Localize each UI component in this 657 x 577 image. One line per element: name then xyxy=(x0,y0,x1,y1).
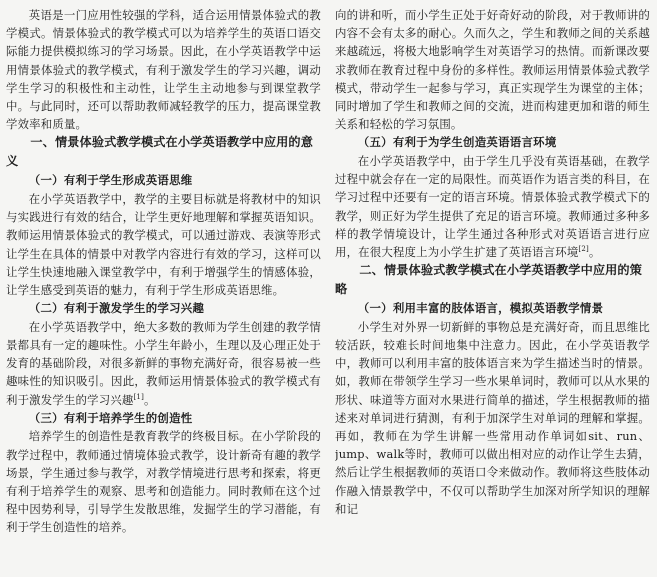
paragraph-end: 。 xyxy=(144,392,156,407)
paragraph-end: 。 xyxy=(588,245,601,260)
subsection-title-learning-interest: （二）有利于激发学生的学习兴趣 xyxy=(28,301,205,316)
left-column xyxy=(6,6,321,577)
subsection-title-body-language: （一）利用丰富的肢体语言，模拟英语教学情景 xyxy=(357,301,604,316)
paragraph-text: 在小学英语教学中，绝大多数的教师为学生创建的教学情景都具有一定的趣味性。小学生年龄小，生理以及心理正处于发育的基础阶段，对很多新鲜的事物充满好奇，很容易被一些趣味性的知识吸引。因此，教师运用情景体验式的教学模式有利于激发学生的学习兴趣 xyxy=(6,319,321,407)
paragraph-text: 在小学英语教学中，由于学生几乎没有英语基础，在教学过程中就会存在一定的局限性。而英语作为语言类的科目，在学习过程中还要有一定的语言环境。情景体验式教学模式下的教学，则正好为学生提供了充足的语言环境。教师通过多种多样的教学情境设计，让学生通过各种形式对英语语言进行应用，在很大程度上为小学生扩建了英语语言环境 xyxy=(335,154,650,260)
intro-paragraph: 英语是一门应用性较强的学科，适合运用情景体验式的教学模式。情景体验式的教学模式可以为培养学生的英语口语交际能力提供模拟练习的学习场景。因此，在小学英语教学中运用情景体验式的教学模式，有利于激发学生的学习兴趣，调动学生学习的积极性和主动性，让学生主动地参与到课堂教学中。与此同时，还可以帮助教师减轻教学的压力，提高课堂教学效率和质量。 xyxy=(6,8,321,132)
paragraph-english-thinking: 在小学英语教学中，教学的主要目标就是将教材中的知识与实践进行有效的结合，让学生更好地理解和掌握英语知识。教师运用情景体验式的教学模式，可以通过游戏、表演等形式让学生在具体的情景中对教学内容进行有效的学习，这样可以让学生快速地融入课堂教学中，有利于增强学生的情感体验，让学生感受到英语的魅力，有利于学生形成英语思维。 xyxy=(6,192,321,298)
subsection-title-language-environment: （五）有利于为学生创造英语语言环境 xyxy=(357,135,557,150)
citation-marker: [2] xyxy=(578,245,589,254)
section-heading-significance: 一、情景体验式教学模式在小学英语教学中应用的意义 xyxy=(6,135,314,169)
paragraph-creativity: 培养学生的创造性是教育教学的终极目标。在小学阶段的教学过程中，教师通过情境体验式教学，设计新奇有趣的教学场景，学生通过参与教学，对教学情境进行思考和探索，将更有利于培养学生的观察、思考和创造能力。同时教师在这个过程中因势利导，引导学生发散思维，发掘学生的学习潜能，有利于学生创造性的培养。 xyxy=(6,429,321,535)
paragraph-learning-interest xyxy=(6,318,321,409)
paragraph-continued: 向的讲和听，而小学生正处于好奇好动的阶段，对于教师讲的内容不会有太多的耐心。久而久之，学生和教师之间的关系越来越疏远，将极大地影响学生对英语学习的热情。而新课改要求教师在教育过程中身份的多样性。教师运用情景体验式教学模式，带动学生一起参与学习，真正实现学生为课堂的主体；同时增加了学生和教师之间的交流，进而构建更加和谐的师生关系和轻松的学习氛围。 xyxy=(335,8,650,132)
section-heading-strategy: 二、情景体验式教学模式在小学英语教学中应用的策略 xyxy=(335,263,643,297)
paragraph-language-environment xyxy=(335,152,650,261)
subsection-title-creativity: （三）有利于培养学生的创造性 xyxy=(28,410,193,425)
subsection-title-english-thinking: （一）有利于学生形成英语思维 xyxy=(28,173,193,188)
citation-marker: [1] xyxy=(133,392,145,401)
right-column xyxy=(335,6,650,577)
paragraph-body-language: 小学生对外界一切新鲜的事物总是充满好奇，而且思维比较活跃，较难长时间地集中注意力。因此，在小学英语教学中，教师可以利用丰富的肢体语言来为学生描述当时的情景。如，教师在带领学生学习一些水果单词时，教师可以从水果的形状、味道等方面对水果进行简单的描述，学生根据教师的描述来对单词进行猜测，有利于加深学生对单词的理解和掌握。再如，教师在为学生讲解一些常用动作单词如sit、run、jump、walk等时，教师可以做出相对应的动作让学生去猜，然后让学生根据教师的英语口令来做动作。教师将这些肢体动作融入情景教学中，不仅可以帮助学生加深对所学知识的理解和记 xyxy=(335,319,650,516)
